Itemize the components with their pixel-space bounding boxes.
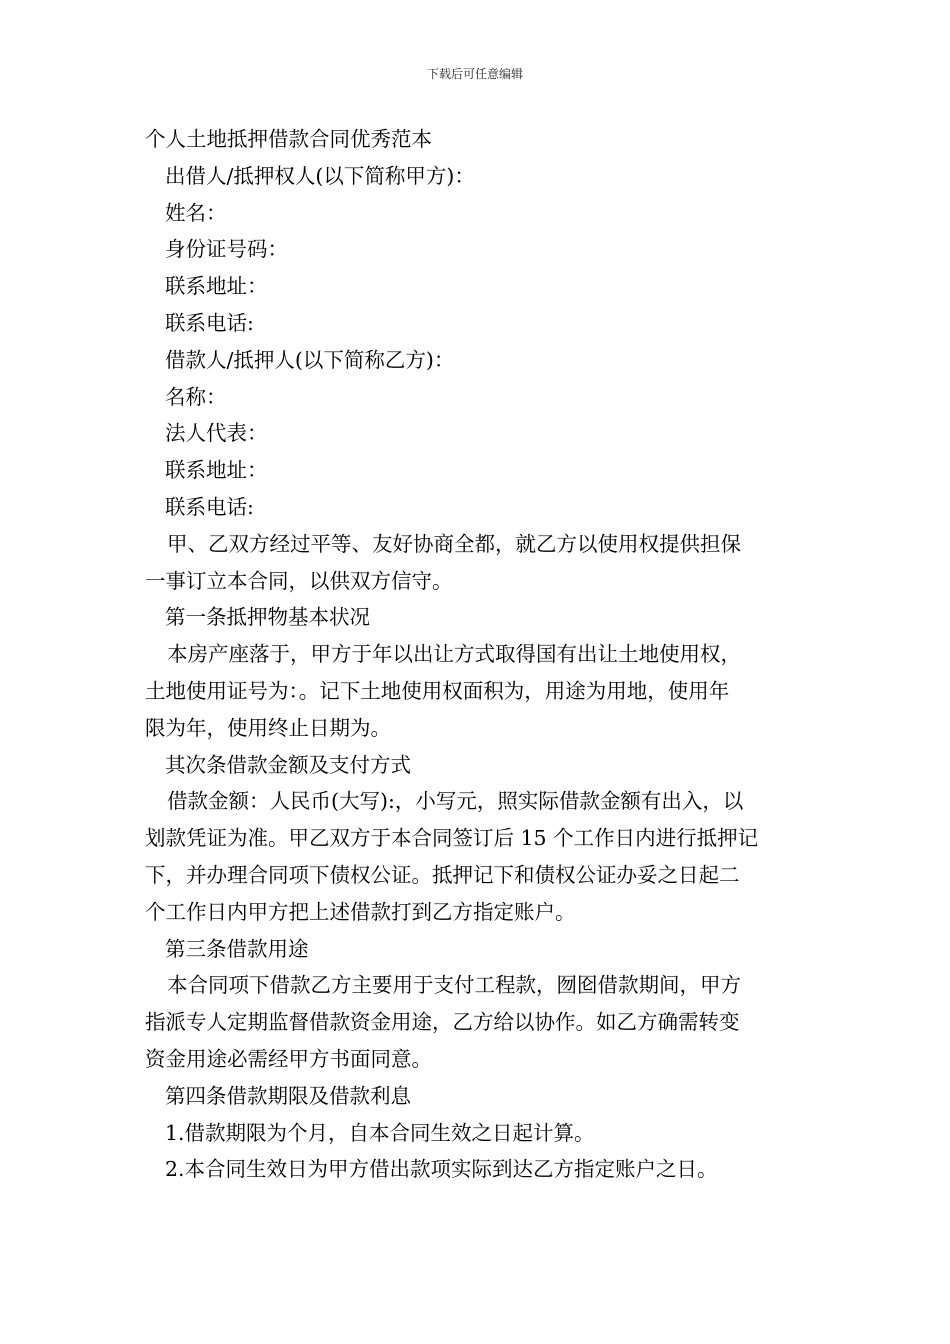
party-a-phone-field: 联系电话: bbox=[165, 310, 254, 335]
article3-line: 资金用途必需经甲方书面同意。 bbox=[145, 1046, 432, 1071]
party-a-address-field: 联系地址： bbox=[165, 274, 268, 299]
party-a-id-field: 身份证号码： bbox=[165, 237, 288, 262]
party-b-phone-field: 联系电话: bbox=[165, 494, 254, 519]
article3-line: 指派专人定期监督借款资金用途，乙方给以协作。如乙方确需转变 bbox=[145, 1010, 740, 1035]
article1-line: 土地使用证号为：。记下土地使用权面积为，用途为用地，使用年 bbox=[145, 678, 730, 703]
party-b-name-field: 名称： bbox=[165, 384, 227, 409]
party-b-address-field: 联系地址： bbox=[165, 458, 268, 483]
article3-paragraph bbox=[145, 967, 807, 1077]
preamble-paragraph bbox=[145, 526, 807, 600]
article3-line: 本合同项下借款乙方主要用于支付工程款，囫囵借款期间，甲方 bbox=[167, 973, 741, 998]
article1-heading: 第一条抵押物基本状况 bbox=[165, 605, 370, 630]
article3-heading: 第三条借款用途 bbox=[165, 936, 309, 961]
article4-item: 2.本合同生效日为甲方借出款项实际到达乙方指定账户之日。 bbox=[165, 1157, 718, 1182]
contract-body bbox=[145, 121, 807, 1188]
preamble-line: 一事订立本合同，以供双方信守。 bbox=[145, 568, 453, 593]
article2-line: 借款金额：人民币(大写):，小写元，照实际借款金额有出入，以 bbox=[167, 789, 744, 814]
article2-line: 下，并办理合同项下债权公证。抵押记下和债权公证办妥之日起二 bbox=[145, 862, 740, 887]
party-a-heading: 出借人/抵押权人(以下简称甲方)： bbox=[165, 163, 475, 188]
article2-line: 划款凭证为准。甲乙双方于本合同签订后 15 个工作日内进行抵押记 bbox=[145, 826, 759, 851]
page-header: 下载后可任意编辑 bbox=[426, 67, 523, 81]
article1-line: 限为年，使用终止日期为。 bbox=[145, 715, 391, 740]
article1-paragraph bbox=[145, 636, 807, 746]
article4-heading: 第四条借款期限及借款利息 bbox=[165, 1083, 411, 1108]
party-b-heading: 借款人/抵押人(以下简称乙方)： bbox=[165, 347, 455, 372]
article2-heading: 其次条借款金额及支付方式 bbox=[165, 752, 411, 777]
article1-line: 本房产座落于，甲方于年以出让方式取得国有出让土地使用权， bbox=[167, 642, 741, 667]
document-title: 个人土地抵押借款合同优秀范本 bbox=[145, 127, 432, 151]
article4-item: 1.借款期限为个月，自本合同生效之日起计算。 bbox=[165, 1120, 595, 1145]
party-b-legal-rep-field: 法人代表： bbox=[165, 421, 268, 446]
article2-line: 个工作日内甲方把上述借款打到乙方指定账户。 bbox=[145, 899, 576, 924]
article2-paragraph bbox=[145, 783, 807, 930]
preamble-line: 甲、乙双方经过平等、友好协商全都，就乙方以使用权提供担保 bbox=[167, 531, 741, 556]
party-a-name-field: 姓名： bbox=[165, 200, 227, 225]
